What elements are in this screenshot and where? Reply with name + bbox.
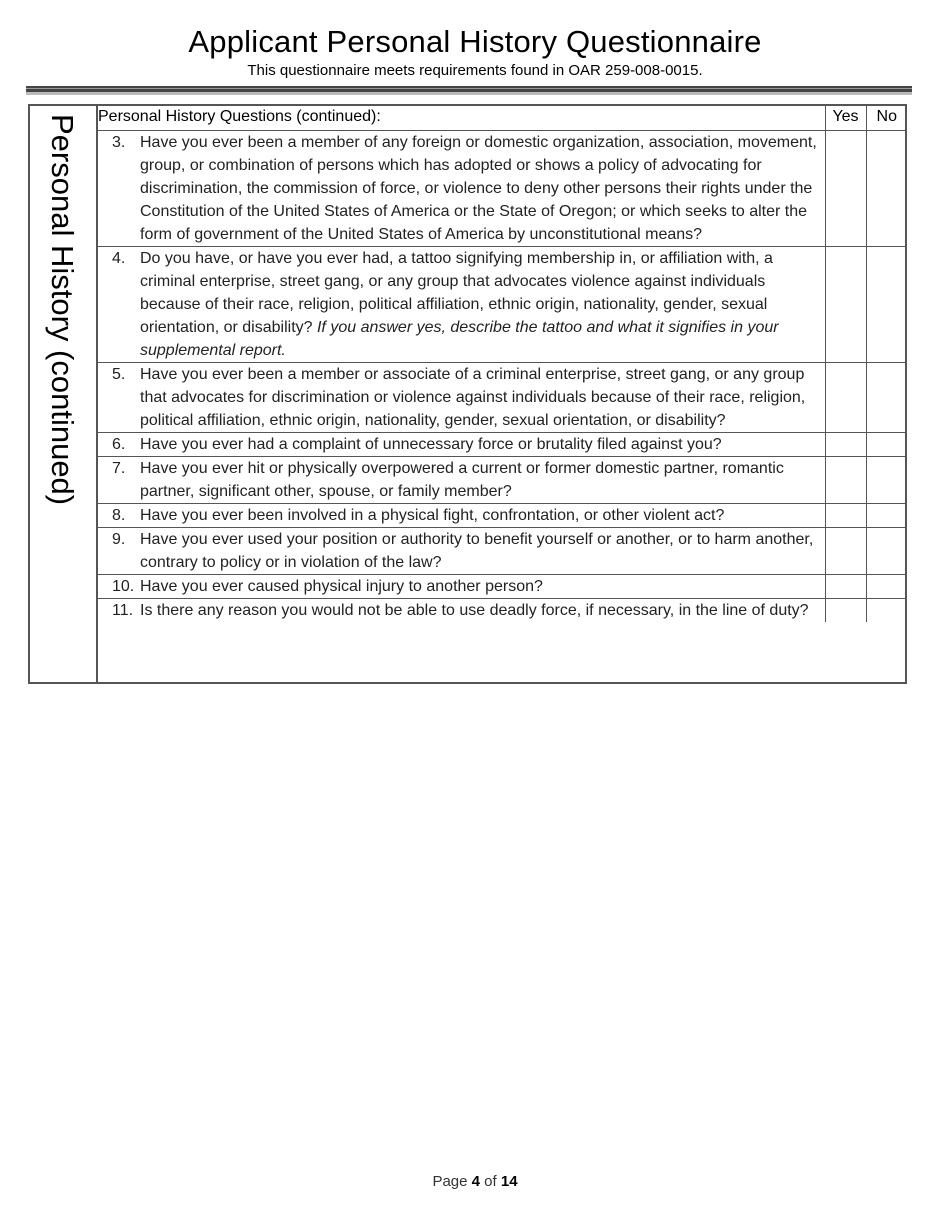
question-row: [98, 246, 907, 362]
question-number: 11.: [112, 601, 134, 619]
question-number: 6.: [112, 435, 126, 453]
question-text-block: [140, 575, 819, 598]
yes-answer-cell[interactable]: [825, 362, 866, 432]
question-cell: [98, 598, 825, 622]
header-divider-inner: [26, 88, 912, 89]
no-answer-cell[interactable]: [866, 432, 907, 456]
question-row: [98, 362, 907, 432]
question-number: 5.: [112, 365, 126, 383]
question-note: If you answer yes, describe the tattoo and what it signifies in your supplemental report.: [140, 318, 779, 359]
question-cell: [98, 456, 825, 503]
question-text: Have you ever been involved in a physical fight, confrontation, or other violent act?: [140, 506, 725, 524]
yes-answer-cell[interactable]: [825, 432, 866, 456]
question-text-block: [140, 363, 819, 432]
question-text: Have you ever caused physical injury to another person?: [140, 577, 543, 595]
question-row: [98, 503, 907, 527]
question-row: [98, 432, 907, 456]
personal-history-form: [28, 104, 907, 684]
question-text-block: [140, 528, 819, 574]
question-text: Do you have, or have you ever had, a tattoo signifying membership in, or affiliation with, a criminal enterprise, street gang, or any group that advocates violence against individuals because of their race, religion, political affiliation, ethnic origin, nationality, gender, sexual orientation, or disability?: [140, 249, 773, 336]
question-cell: [98, 527, 825, 574]
question-number: 10.: [112, 577, 135, 595]
question-wrap: [98, 131, 825, 246]
question-text-block: [140, 599, 819, 622]
question-cell: [98, 130, 825, 246]
header-divider: [26, 86, 912, 95]
no-answer-cell[interactable]: [866, 456, 907, 503]
yes-answer-cell[interactable]: [825, 574, 866, 598]
questions-body: [98, 130, 907, 622]
questions-table: [98, 106, 907, 622]
yes-answer-cell[interactable]: [825, 503, 866, 527]
yes-answer-cell[interactable]: [825, 130, 866, 246]
document-title: Applicant Personal History Questionnaire: [188, 24, 762, 59]
question-wrap: [98, 528, 825, 574]
no-answer-cell[interactable]: [866, 598, 907, 622]
question-cell: [98, 574, 825, 598]
question-text: Have you ever used your position or authority to benefit yourself or another, or to harm another, contrary to policy or in violation of the law?: [140, 530, 814, 571]
yes-column-header: Yes: [825, 106, 866, 130]
question-text-block: [140, 433, 819, 456]
question-text: Have you ever had a complaint of unnecessary force or brutality filed against you?: [140, 435, 722, 453]
no-answer-cell[interactable]: [866, 574, 907, 598]
page-current: 4: [471, 1173, 480, 1190]
no-answer-cell[interactable]: [866, 527, 907, 574]
questions-header: Personal History Questions (continued):: [98, 106, 825, 130]
question-row: [98, 527, 907, 574]
no-answer-cell[interactable]: [866, 246, 907, 362]
yes-answer-cell[interactable]: [825, 456, 866, 503]
question-text: Have you ever been a member or associate of a criminal enterprise, street gang, or any group that advocates for discrimination or violence against individuals because of their race, religion, political affiliation, ethnic origin, nationality, gender, sexual orientation, or disability?: [140, 365, 806, 429]
question-text-block: [140, 457, 819, 503]
question-text: Have you ever been a member of any foreign or domestic organization, association, movement, group, or combination of persons which has adopted or shows a policy of advocating for discrimination, the commission of force, or violence to deny other persons their rights under the Constitution of the United States of America or the State of Oregon; or which seeks to alter the form of government of the United States of America by unconstitutional means?: [140, 133, 817, 243]
no-answer-cell[interactable]: [866, 362, 907, 432]
question-wrap: [98, 457, 825, 503]
no-answer-cell[interactable]: [866, 130, 907, 246]
page-total: 14: [500, 1173, 518, 1190]
question-text-block: [140, 247, 819, 362]
document-header: [0, 22, 950, 80]
question-number: 8.: [112, 506, 126, 524]
page-footer: [0, 1173, 950, 1190]
yes-answer-cell[interactable]: [825, 527, 866, 574]
page-of: of: [480, 1173, 501, 1190]
question-number: 4.: [112, 249, 126, 267]
question-row: [98, 130, 907, 246]
no-answer-cell[interactable]: [866, 503, 907, 527]
section-side-label: Personal History (continued): [45, 114, 80, 506]
question-wrap: [98, 575, 825, 598]
page-prefix: Page: [432, 1173, 472, 1190]
no-column-header: No: [866, 106, 907, 130]
table-header-row: [98, 106, 907, 130]
question-cell: [98, 246, 825, 362]
question-wrap: [98, 433, 825, 456]
question-wrap: [98, 247, 825, 362]
question-row: [98, 574, 907, 598]
question-text-block: [140, 131, 819, 246]
question-number: 3.: [112, 133, 126, 151]
question-row: [98, 456, 907, 503]
question-wrap: [98, 599, 825, 622]
yes-answer-cell[interactable]: [825, 598, 866, 622]
question-text: Is there any reason you would not be able to use deadly force, if necessary, in the line of duty?: [140, 601, 809, 619]
document-subtitle: This questionnaire meets requirements found in OAR 259-008-0015.: [247, 62, 703, 79]
question-text: Have you ever hit or physically overpowered a current or former domestic partner, romantic partner, significant other, spouse, or family member?: [140, 459, 784, 500]
question-cell: [98, 362, 825, 432]
question-cell: [98, 432, 825, 456]
question-number: 7.: [112, 459, 126, 477]
question-text-block: [140, 504, 819, 527]
yes-answer-cell[interactable]: [825, 246, 866, 362]
question-wrap: [98, 363, 825, 432]
section-side-cell: [30, 106, 98, 682]
question-row: [98, 598, 907, 622]
question-number: 9.: [112, 530, 126, 548]
question-cell: [98, 503, 825, 527]
question-wrap: [98, 504, 825, 527]
